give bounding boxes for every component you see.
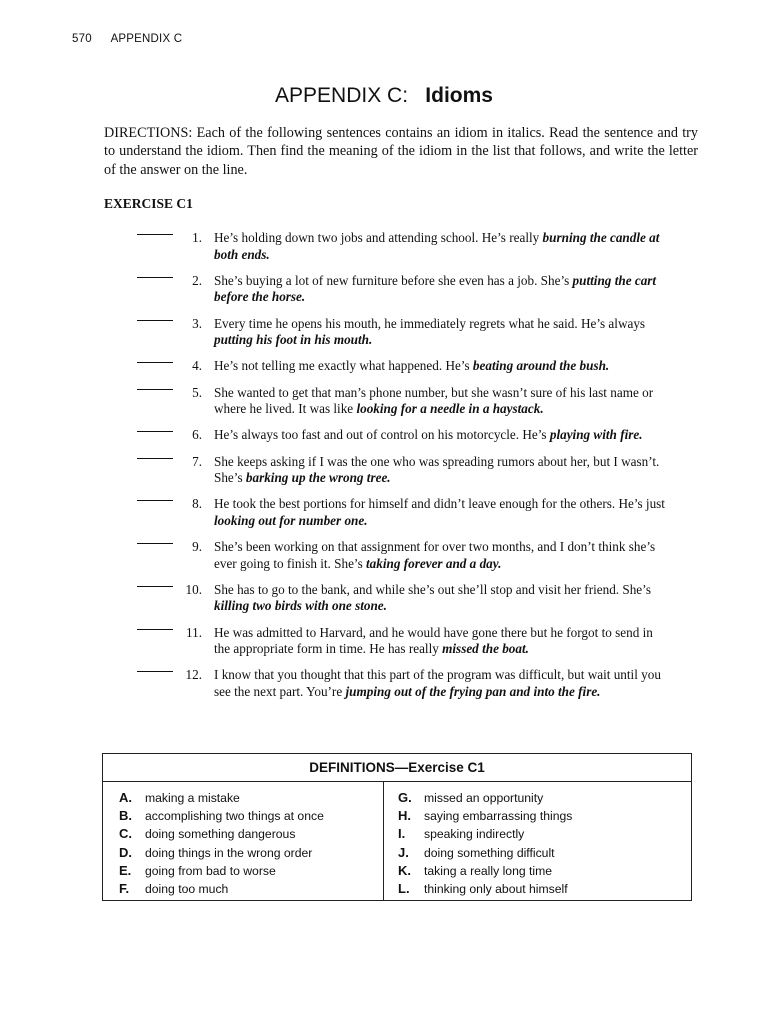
item-sentence — [214, 625, 670, 658]
sentence-text: He took the best portions for himself and didn’t leave enough for the others. He’s just — [214, 496, 665, 512]
definition-row — [398, 862, 572, 880]
definition-text: doing things in the wrong order — [145, 845, 313, 860]
answer-blank[interactable] — [137, 671, 173, 672]
item-number: 11. — [186, 624, 202, 640]
running-head — [72, 33, 182, 45]
exercise-item — [0, 427, 768, 444]
item-number: 2. — [192, 272, 202, 288]
item-sentence — [214, 427, 670, 444]
exercise-items — [0, 230, 768, 710]
definition-letter: D. — [119, 844, 132, 860]
definition-row — [119, 807, 324, 825]
definition-row — [398, 807, 572, 825]
idiom-text: taking forever and a day. — [366, 555, 502, 571]
sentence-text: She keeps asking if I was the one who was spreading rumors about her, but I wasn’t. She’s — [214, 453, 660, 486]
definition-text: doing too much — [145, 882, 229, 897]
answer-blank[interactable] — [137, 543, 173, 544]
definition-text: missed an opportunity — [424, 791, 544, 805]
exercise-item — [0, 358, 768, 375]
item-number: 6. — [192, 427, 202, 443]
exercise-item — [0, 625, 768, 658]
idiom-text: missed the boat. — [442, 641, 529, 657]
item-sentence — [214, 358, 670, 375]
item-sentence — [214, 582, 670, 615]
exercise-item — [0, 316, 768, 349]
answer-blank[interactable] — [137, 500, 173, 501]
idiom-text: jumping out of the frying pan and into the fire. — [345, 684, 601, 699]
exercise-item — [0, 273, 768, 306]
definition-text: taking a really long time — [424, 863, 553, 878]
item-number: 1. — [192, 230, 202, 245]
definition-row — [398, 789, 572, 807]
definition-letter: K. — [398, 862, 411, 878]
answer-blank[interactable] — [137, 431, 173, 432]
definitions-left-column — [119, 789, 324, 898]
definition-text: making a mistake — [145, 791, 240, 805]
definition-letter: G. — [398, 790, 412, 805]
item-number: 8. — [192, 496, 202, 512]
sentence-text: Every time he opens his mouth, he immediately regrets what he said. He’s always — [214, 315, 646, 331]
definition-letter: F. — [119, 881, 130, 897]
definition-letter: B. — [119, 808, 132, 824]
item-number: 5. — [192, 384, 202, 400]
definition-letter: H. — [398, 808, 411, 824]
item-number: 3. — [192, 315, 202, 331]
definition-text: speaking indirectly — [424, 827, 525, 842]
directions-paragraph: DIRECTIONS: Each of the following sentences contains an idiom in italics. Read the sentence and try to understand the idiom. Then find the meaning of the idiom in the list that follows, and write the letter of the answer on the line. — [104, 125, 698, 178]
answer-blank[interactable] — [137, 320, 173, 321]
item-sentence — [214, 385, 670, 418]
sentence-text: She’s been working on that assignment for over two months, and I don’t think she’s ever going to finish it. She’s — [214, 539, 656, 571]
item-number: 4. — [192, 358, 202, 374]
definition-text: thinking only about himself — [424, 882, 568, 897]
exercise-heading: EXERCISE C1 — [104, 196, 193, 211]
definitions-box — [102, 753, 692, 901]
exercise-item — [0, 385, 768, 418]
definition-letter: J. — [398, 844, 409, 860]
idiom-text: putting the cart before the horse. — [214, 272, 657, 305]
definition-text: doing something dangerous — [145, 827, 296, 842]
item-sentence — [214, 454, 670, 487]
item-sentence — [214, 316, 670, 349]
definition-row — [119, 825, 324, 843]
sentence-text: He’s not telling me exactly what happened. He’s — [214, 358, 473, 374]
definition-row — [119, 844, 324, 862]
title-prefix: APPENDIX C: — [275, 84, 409, 107]
definition-letter: A. — [119, 790, 132, 805]
idiom-text: looking for a needle in a haystack. — [356, 401, 544, 417]
sentence-text: She has to go to the bank, and while she’s out she’ll stop and visit her friend. She’s — [214, 581, 651, 597]
item-sentence — [214, 496, 670, 529]
idiom-text: beating around the bush. — [472, 358, 610, 374]
exercise-item — [0, 454, 768, 487]
item-sentence — [214, 539, 670, 572]
definition-letter: I. — [398, 826, 406, 842]
exercise-item — [0, 539, 768, 572]
item-sentence — [214, 230, 670, 263]
definition-row — [398, 844, 572, 862]
definition-text: accomplishing two things at once — [145, 809, 324, 824]
definition-row — [119, 789, 324, 807]
item-sentence — [214, 273, 670, 306]
sentence-text: I know that you thought that this part of the program was difficult, but wait until you see the next part. You’re — [214, 667, 661, 699]
definition-text: saying embarrassing things — [424, 809, 573, 824]
item-sentence — [214, 667, 670, 700]
definitions-right-column — [398, 789, 572, 898]
answer-blank[interactable] — [137, 362, 173, 363]
answer-blank[interactable] — [137, 389, 173, 390]
answer-blank[interactable] — [137, 234, 173, 235]
definition-row — [398, 825, 572, 843]
exercise-item — [0, 582, 768, 615]
definitions-divider — [383, 781, 384, 901]
answer-blank[interactable] — [137, 629, 173, 630]
definition-text: doing something difficult — [424, 845, 555, 860]
exercise-item — [0, 496, 768, 529]
sentence-text: She’s buying a lot of new furniture before she even has a job. She’s — [214, 272, 573, 288]
item-number: 12. — [185, 667, 202, 683]
definition-row — [398, 880, 572, 898]
definitions-title: DEFINITIONS—Exercise C1 — [103, 754, 691, 782]
exercise-item — [0, 230, 768, 263]
definition-letter: C. — [119, 826, 132, 842]
definition-letter: L. — [398, 881, 410, 897]
definition-text: going from bad to worse — [145, 863, 276, 878]
page-number: 570 — [72, 33, 92, 45]
answer-blank[interactable] — [137, 277, 173, 278]
item-number: 10. — [185, 581, 202, 597]
sentence-text: He’s always too fast and out of control on his motorcycle. He’s — [214, 427, 550, 443]
idiom-text: looking out for number one. — [214, 512, 368, 528]
answer-blank[interactable] — [137, 458, 173, 459]
idiom-text: putting his foot in his mouth. — [214, 332, 373, 348]
definition-row — [119, 862, 324, 880]
item-number: 7. — [192, 453, 202, 469]
sentence-text: She wanted to get that man’s phone number, but she wasn’t sure of his last name or where he lived. It was like — [214, 384, 654, 417]
definition-letter: E. — [119, 862, 132, 878]
title-main: Idioms — [425, 84, 493, 107]
exercise-item — [0, 667, 768, 700]
definition-row — [119, 880, 324, 898]
idiom-text: killing two birds with one stone. — [214, 598, 387, 614]
idiom-text: playing with fire. — [549, 427, 643, 443]
sentence-text: He was admitted to Harvard, and he would have gone there but he forgot to send in the appropriate form in time. He has really — [214, 624, 653, 657]
item-number: 9. — [192, 539, 202, 555]
idiom-text: barking up the wrong tree. — [245, 470, 391, 486]
running-title: APPENDIX C — [110, 33, 183, 45]
answer-blank[interactable] — [137, 586, 173, 587]
page-title — [0, 83, 768, 108]
sentence-text: He’s holding down two jobs and attending school. He’s really — [214, 230, 543, 245]
idiom-text: burning the candle at both ends. — [214, 230, 660, 262]
